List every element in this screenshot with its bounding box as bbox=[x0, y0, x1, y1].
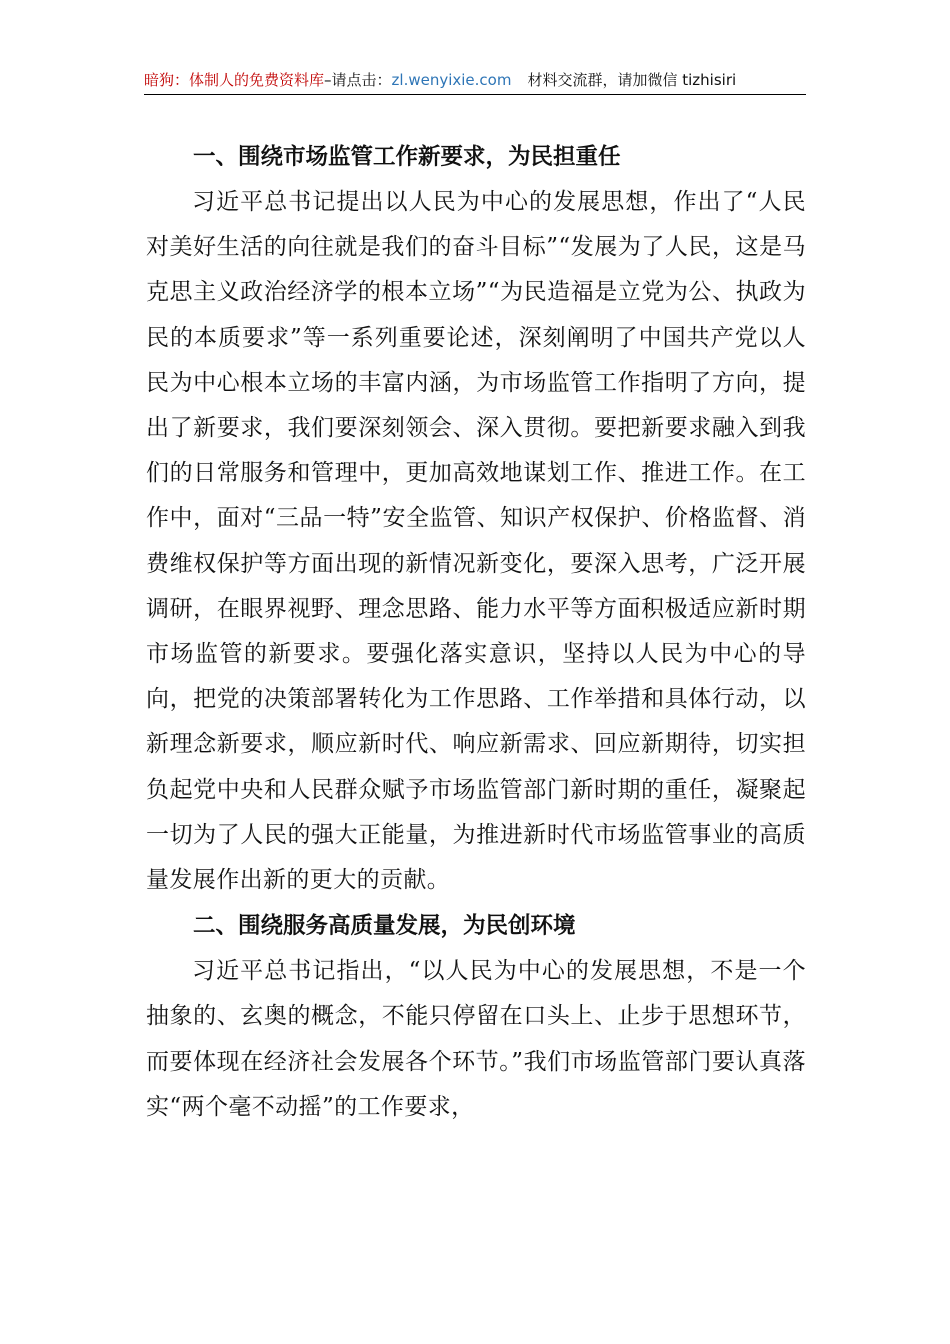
page-header bbox=[144, 68, 806, 92]
document-body bbox=[146, 134, 806, 1130]
header-divider bbox=[144, 94, 806, 95]
section-1-heading: 一、围绕市场监管工作新要求，为民担重任 bbox=[193, 144, 621, 170]
section-2-paragraph: 习近平总书记指出，“以人民为中心的发展思想，不是一个抽象的、玄奥的概念，不能只停留在口头上、止步于思想环节，而要体现在经济社会发展各个环节。”我们市场监管部门要认真落实“两个毫不动摇”的工作要求， bbox=[146, 958, 806, 1120]
header-link[interactable]: zl.wenyixie.com bbox=[391, 71, 512, 89]
section-2-heading: 二、围绕服务高质量发展，为民创环境 bbox=[193, 913, 576, 940]
header-brand: 暗狗：体制人的免费资料库 bbox=[144, 71, 325, 89]
header-wechat-note: 材料交流群，请加微信 tizhisiri bbox=[527, 71, 737, 89]
header-click-prefix: –请点击： bbox=[324, 71, 392, 89]
section-1-paragraph: 习近平总书记提出以人民为中心的发展思想，作出了“人民对美好生活的向往就是我们的奋斗目标”“发展为了人民，这是马克思主义政治经济学的根本立场”“为民造福是立党为公、执政为民的本质要求”等一系列重要论述，深刻阐明了中国共产党以人民为中心根本立场的丰富内涵，为市场监管工作指明了方向，提出了新要求，我们要深刻领会、深入贯彻。要把新要求融入到我们的日常服务和管理中，更加高效地谋划工作、推进工作。在工作中，面对“三品一特”安全监管、知识产权保护、价格监督、消费维权保护等方面出现的新情况新变化，要深入思考，广泛开展调研，在眼界视野、理念思路、能力水平等方面积极适应新时期市场监管的新要求。要强化落实意识，坚持以人民为中心的导向，把党的决策部署转化为工作思路、工作举措和具体行动，以新理念新要求，顺应新时代、响应新需求、回应新期待，切实担负起党中央和人民群众赋予市场监管部门新时期的重任，凝聚起一切为了人民的强大正能量，为推进新时代市场监管事业的高质量发展作出新的更大的贡献。 bbox=[146, 189, 806, 894]
